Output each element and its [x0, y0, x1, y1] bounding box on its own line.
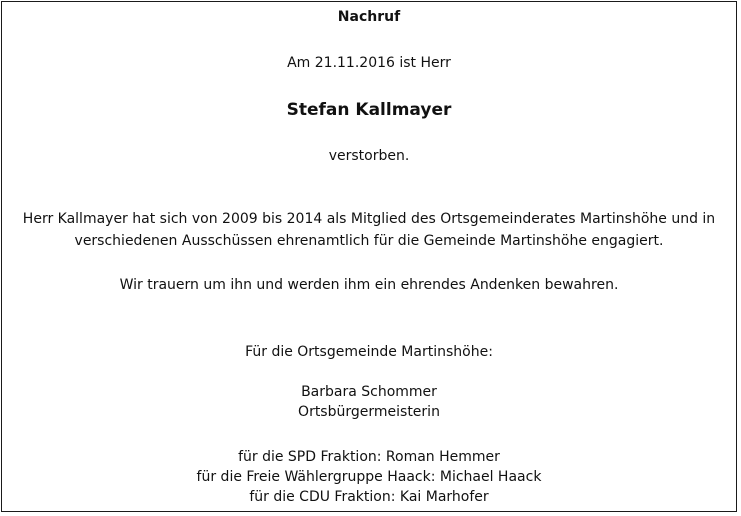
notice-body-line-2: verschiedenen Ausschüssen ehrenamtlich für die Gemeinde Martinshöhe engagiert.	[74, 233, 664, 249]
notice-body-line-1: Herr Kallmayer hat sich von 2009 bis 2014 als Mitglied des Ortsgemeinderates Martinshöhe und in	[22, 211, 716, 227]
signatory-name: Barbara Schommer	[301, 384, 437, 400]
faction-line: für die Freie Wählergruppe Haack: Michael Haack	[196, 469, 542, 485]
obituary-notice	[1, 1, 737, 512]
notice-heading: Nachruf	[337, 9, 401, 25]
notice-status: verstorben.	[328, 148, 410, 164]
faction-line: für die CDU Fraktion: Kai Marhofer	[249, 489, 489, 505]
notice-mourning: Wir trauern um ihn und werden ihm ein ehrendes Andenken bewahren.	[119, 277, 619, 293]
faction-line: für die SPD Fraktion: Roman Hemmer	[238, 449, 500, 465]
deceased-name: Stefan Kallmayer	[286, 100, 452, 120]
on-behalf-line: Für die Ortsgemeinde Martinshöhe:	[245, 344, 493, 360]
signatory-title: Ortsbürgermeisterin	[298, 404, 440, 420]
notice-intro: Am 21.11.2016 ist Herr	[287, 55, 451, 71]
